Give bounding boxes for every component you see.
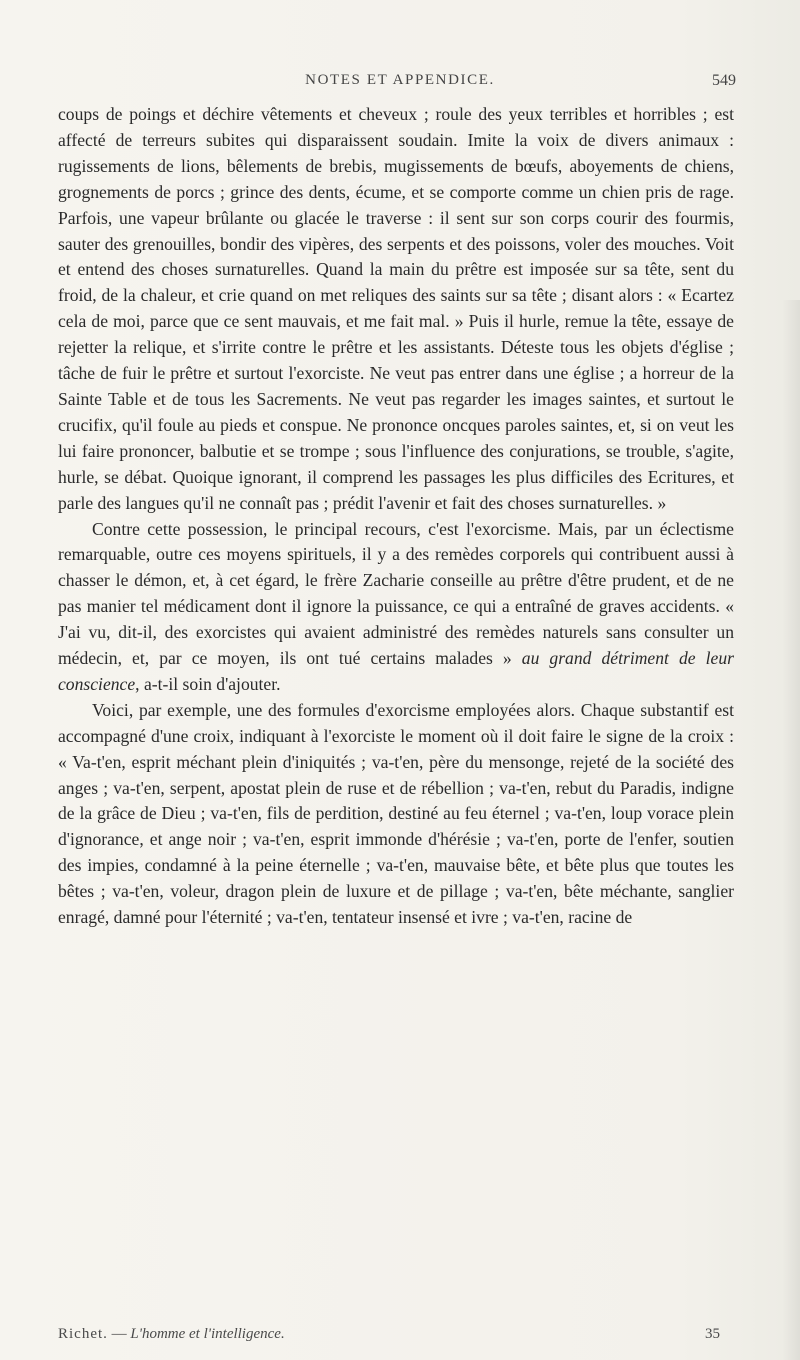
page-header bbox=[40, 72, 760, 96]
italic-text-segment: au grand détriment de leur conscience bbox=[58, 648, 734, 694]
body-text bbox=[58, 102, 734, 931]
footer-dash: — bbox=[107, 1326, 131, 1342]
page-footer bbox=[58, 1326, 734, 1350]
running-title: NOTES ET APPENDICE. bbox=[305, 72, 495, 88]
paragraph bbox=[58, 698, 734, 931]
page-edge-shadow bbox=[782, 300, 800, 1360]
signature-mark: 35 bbox=[705, 1326, 720, 1342]
footer-author: Richet. bbox=[58, 1326, 108, 1342]
page-number: 549 bbox=[712, 72, 736, 89]
paragraph bbox=[58, 102, 734, 517]
text-segment: Voici, par exemple, une des formules d'exorcisme employées alors. Chaque substantif est accompagné d'une croix, indiquant à l'exorciste le moment où il doit faire le signe de la croix : « Va-t'en, esprit méchant plein d'iniquités ; va-t'en, père du mensonge, rejeté de la société des anges ; va-t'en, serpent, apostat plein de ruse et de rébellion ; va-t'en, rebut du Paradis, indigne de la grâce de Dieu ; va-t'en, fils de perdition, destiné au feu éternel ; va-t'en, loup vorace plein d'ignorance, et ange noir ; va-t'en, esprit immonde d'hérésie ; va-t'en, porte de l'enfer, soutien des impies, condamné à la peine éternelle ; va-t'en, mauvaise bête, et bête plus que toutes les bêtes ; va-t'en, voleur, dragon plein de luxure et de pillage ; va-t'en, bête méchante, sanglier enragé, damné pour l'éternité ; va-t'en, tentateur insensé et ivre ; va-t'en, racine de bbox=[58, 699, 734, 928]
text-segment: coups de poings et déchire vêtements et cheveux ; roule des yeux terribles et horribles ; est affecté de terreurs subites qui disparaissent soudain. Imite la voix de divers animaux : rugissements de lions, bêlements de brebis, mugissements de bœufs, aboyements de chiens, grognements de porcs ; grince des dents, écume, et se comporte comme un chien pris de rage. Parfois, une vapeur brûlante ou glacée le traverse : il sent sur son corps courir des fourmis, sauter des grenouilles, bondir des vipères, des serpents et des poissons, voler des mouches. Voit et entend des choses surnaturelles. Quand la main du prêtre est imposée sur sa tête, sent du froid, de la chaleur, et crie quand on met reliques des saints sur sa tête ; disant alors : « Ecartez cela de moi, parce que ce sent mauvais, et me fait mal. » Puis il hurle, remue la tête, essaye de rejetter la relique, et s'irrite contre le prêtre et les assistants. Déteste tous les objets d'église ; tâche de fuir le prêtre et surtout l'exorciste. Ne veut pas entrer dans une église ; a horreur de la Sainte Table et de tous les Sacrements. Ne veut pas regarder les images saintes, et surtout le crucifix, qu'il foule au pieds et conspue. Ne prononce oncques paroles saintes, et, si on veut les lui faire prononcer, balbutie et se trompe ; sous l'influence des conjurations, se trouble, s'agite, hurle, se débat. Quoique ignorant, il comprend les passages les plus difficiles des Ecritures, et parle des langues qu'il ne connaît pas ; prédit l'avenir et fait des choses surnaturelles. » bbox=[58, 104, 734, 513]
text-segment: , a-t-il soin d'ajouter. bbox=[135, 673, 281, 694]
text-segment: Contre cette possession, le principal recours, c'est l'exorcisme. Mais, par un éclectisme remarquable, outre ces moyens spirituels, il y a des remèdes corporels qui contribuent aussi à chasser le démon, et, à cet égard, le frère Zacharie conseille au prêtre d'être prudent, et de ne pas manier tel médicament dont il ignore la puissance, ce qui a entraîné de graves accidents. « J'ai vu, dit-il, des exorcistes qui avaient administré des remèdes naturels sans consulter un médecin, et, par ce moyen, ils ont tué certains malades » bbox=[58, 518, 734, 669]
paragraph bbox=[58, 517, 734, 698]
footer-book-title: L'homme et l'intelligence. bbox=[130, 1326, 285, 1342]
